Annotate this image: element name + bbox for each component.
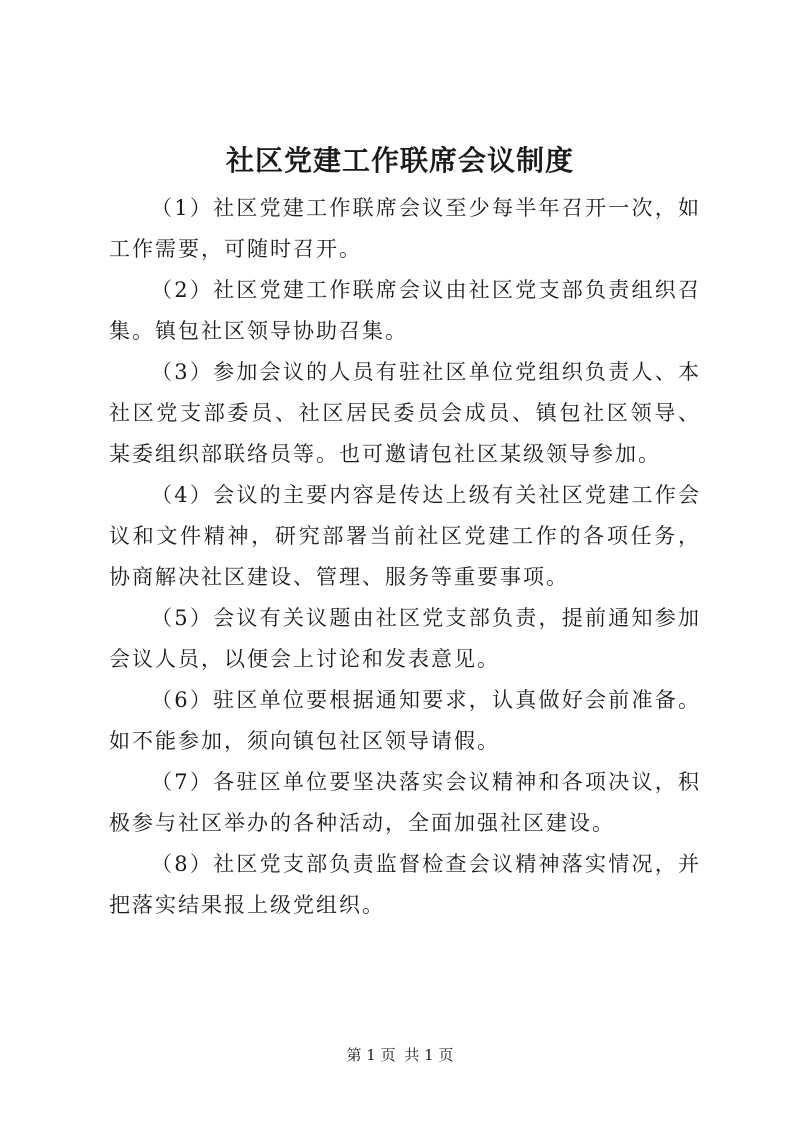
paragraph-8: （8）社区党支部负责监督检查会议精神落实情况，并把落实结果报上级党组织。 — [109, 852, 701, 917]
paragraph-7: （7）各驻区单位要坚决落实会议精神和各项决议，积极参与社区举办的各种活动，全面加强社区建设。 — [109, 770, 701, 835]
paragraph-1: （1）社区党建工作联席会议至少每半年召开一次，如工作需要，可随时召开。 — [109, 196, 701, 261]
paragraph-2: （2）社区党建工作联席会议由社区党支部负责组织召集。镇包社区领导协助召集。 — [109, 278, 701, 343]
paragraph-6: （6）驻区单位要根据通知要求，认真做好会前准备。如不能参加，须向镇包社区领导请假。 — [109, 688, 701, 753]
total-pages: 共 1 页 — [404, 1046, 454, 1064]
paragraph-4: （4）会议的主要内容是传达上级有关社区党建工作会议和文件精神，研究部署当前社区党建工作的各项任务，协商解决社区建设、管理、服务等重要事项。 — [109, 483, 701, 589]
document-body — [109, 188, 701, 926]
page-footer — [0, 1045, 800, 1065]
paragraph-3: （3）参加会议的人员有驻社区单位党组织负责人、本社区党支部委员、社区居民委员会成员、镇包社区领导、某委组织部联络员等。也可邀请包社区某级领导参加。 — [109, 360, 701, 466]
paragraph-5: （5）会议有关议题由社区党支部负责，提前通知参加会议人员，以便会上讨论和发表意见。 — [109, 606, 701, 671]
page-number: 第 1 页 — [346, 1046, 396, 1064]
document-title: 社区党建工作联席会议制度 — [225, 144, 574, 177]
